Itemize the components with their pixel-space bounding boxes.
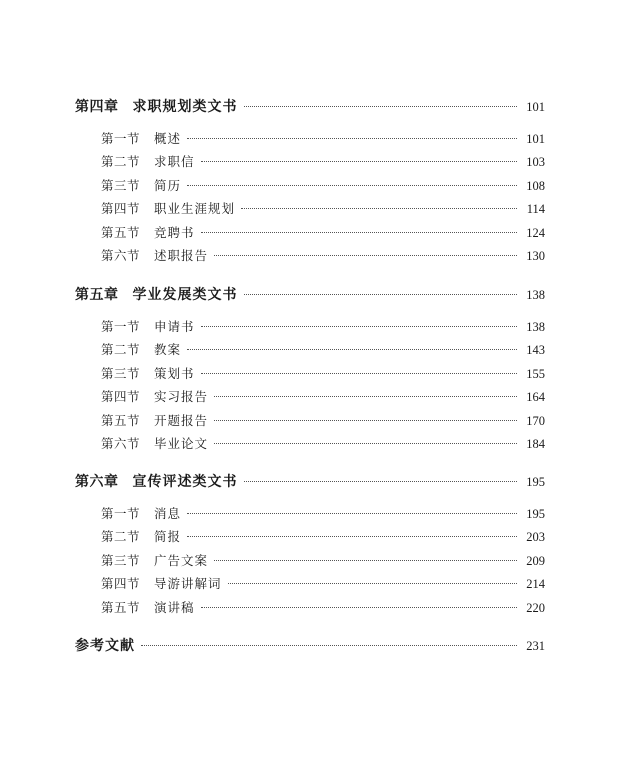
section-title: 简报	[154, 529, 182, 545]
section-number: 第三节	[101, 177, 141, 193]
section-title: 申请书	[154, 319, 195, 334]
section-title: 职业生涯规划	[154, 201, 236, 217]
dot-leader	[244, 294, 518, 295]
section-entry[interactable]	[101, 129, 545, 149]
section-page-number: 209	[526, 553, 545, 568]
section-page-number: 203	[526, 530, 545, 545]
section-entry[interactable]	[101, 340, 545, 360]
dot-leader	[201, 161, 517, 162]
section-title: 策划书	[154, 365, 195, 381]
dot-leader	[214, 255, 517, 256]
section-page-number: 214	[526, 577, 545, 592]
section-entry[interactable]	[101, 527, 545, 547]
section-title: 广告文案	[154, 552, 209, 568]
section-title: 简历	[154, 177, 182, 193]
chapter-number: 第六章	[75, 474, 119, 490]
section-page-number: 124	[526, 225, 545, 240]
references-title: 参考文献	[75, 638, 135, 654]
section-title: 实习报告	[154, 389, 209, 405]
section-number: 第三节	[101, 552, 141, 568]
section-title: 教案	[154, 342, 182, 358]
section-title: 导游讲解词	[154, 576, 222, 592]
dot-leader	[187, 185, 517, 186]
section-page-number: 138	[526, 320, 545, 334]
section-page-number: 220	[526, 600, 545, 615]
section-number: 第一节	[101, 506, 141, 521]
section-entry[interactable]	[101, 574, 545, 594]
section-page-number: 164	[526, 390, 545, 405]
section-entry[interactable]	[101, 598, 545, 618]
section-page-number: 130	[526, 249, 545, 263]
section-entry[interactable]	[101, 434, 545, 454]
section-page-number: 101	[526, 132, 545, 146]
section-title: 开题报告	[154, 412, 209, 428]
section-page-number: 143	[526, 343, 545, 358]
section-title: 毕业论文	[154, 436, 209, 451]
references-entry[interactable]	[75, 636, 545, 656]
section-page-number: 195	[526, 507, 545, 521]
section-entry[interactable]	[101, 551, 545, 571]
section-entry[interactable]	[101, 176, 545, 196]
section-number: 第三节	[101, 365, 141, 381]
section-number: 第五节	[101, 599, 141, 615]
section-entry[interactable]	[101, 199, 545, 219]
section-entry[interactable]	[101, 246, 545, 266]
chapter-title: 宣传评述类文书	[132, 474, 238, 490]
section-title: 竞聘书	[154, 224, 195, 240]
dot-leader	[201, 232, 517, 233]
section-number: 第四节	[101, 389, 141, 405]
dot-leader	[187, 536, 517, 537]
references-page-number: 231	[526, 639, 545, 653]
dot-leader	[214, 443, 517, 444]
dot-leader	[228, 583, 517, 584]
section-title: 消息	[154, 506, 182, 521]
section-title: 演讲稿	[154, 599, 195, 615]
section-entry[interactable]	[101, 504, 545, 524]
dot-leader	[201, 373, 517, 374]
chapter-number: 第五章	[75, 287, 119, 303]
section-page-number: 170	[526, 413, 545, 428]
section-number: 第五节	[101, 412, 141, 428]
dot-leader	[187, 349, 517, 350]
section-entry[interactable]	[101, 387, 545, 407]
section-entry[interactable]	[101, 411, 545, 431]
section-title: 求职信	[154, 154, 195, 170]
section-number: 第五节	[101, 224, 141, 240]
section-page-number: 103	[526, 155, 545, 170]
dot-leader	[214, 560, 517, 561]
dot-leader	[187, 138, 517, 139]
section-entry[interactable]	[101, 364, 545, 384]
section-number: 第二节	[101, 154, 141, 170]
dot-leader	[241, 208, 517, 209]
chapter-number: 第四章	[75, 99, 119, 115]
section-entry[interactable]	[101, 223, 545, 243]
chapter-page-number: 101	[526, 100, 545, 114]
section-page-number: 155	[526, 366, 545, 381]
section-number: 第四节	[101, 201, 141, 217]
section-title: 述职报告	[154, 248, 209, 263]
chapter-entry[interactable]	[75, 97, 545, 117]
dot-leader	[244, 106, 518, 107]
chapter-entry[interactable]	[75, 285, 545, 305]
chapter-page-number: 138	[526, 288, 545, 302]
section-title: 概述	[154, 131, 182, 146]
section-page-number: 184	[526, 437, 545, 451]
chapter-title: 学业发展类文书	[132, 287, 238, 303]
section-number: 第一节	[101, 131, 141, 146]
section-page-number: 114	[526, 202, 545, 217]
dot-leader	[201, 607, 517, 608]
chapter-title: 求职规划类文书	[132, 99, 238, 115]
dot-leader	[244, 481, 518, 482]
chapter-entry[interactable]	[75, 472, 545, 492]
dot-leader	[141, 645, 517, 646]
dot-leader	[187, 513, 517, 514]
section-number: 第六节	[101, 436, 141, 451]
section-entry[interactable]	[101, 317, 545, 337]
section-number: 第一节	[101, 319, 141, 334]
section-number: 第六节	[101, 248, 141, 263]
dot-leader	[201, 326, 517, 327]
section-page-number: 108	[526, 178, 545, 193]
dot-leader	[214, 420, 517, 421]
dot-leader	[214, 396, 517, 397]
chapter-page-number: 195	[526, 475, 545, 489]
section-number: 第二节	[101, 529, 141, 545]
section-entry[interactable]	[101, 152, 545, 172]
section-number: 第二节	[101, 342, 141, 358]
section-number: 第四节	[101, 576, 141, 592]
